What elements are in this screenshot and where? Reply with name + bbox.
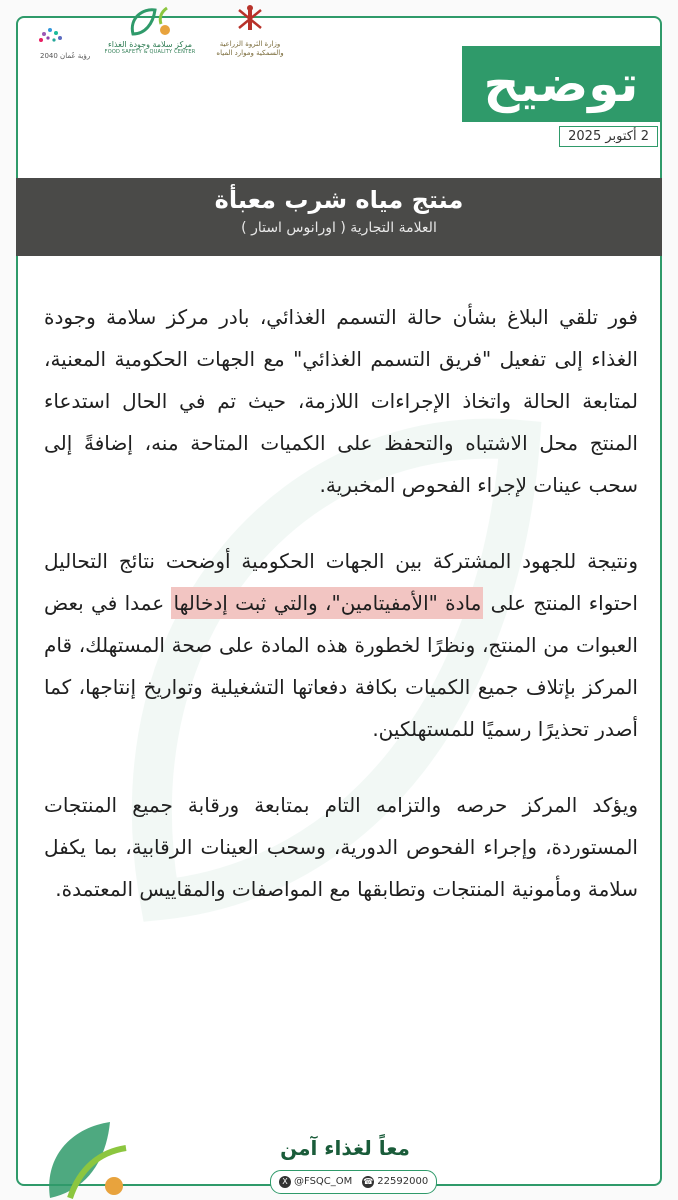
product-banner (16, 178, 662, 256)
paragraph-1: فور تلقي البلاغ بشأن حالة التسمم الغذائي، بادر مركز سلامة وجودة الغذاء إلى تفعيل "فريق التسمم الغذائي" مع الجهات الحكومية المعنية، لمتابعة الحالة واتخاذ الإجراءات اللازمة، حيث تم في الحال استدعاء المنتج محل الاشتباه والتحفظ على الكميات المتاحة منه، إضافةً إلى سحب عينات لإجراء الفحوص المخبرية. (44, 305, 638, 497)
x-handle: @FSQC_OM (294, 1176, 353, 1187)
fsqc-logo-english: FOOD SAFETY & QUALITY CENTER (104, 49, 196, 55)
footer-contacts (270, 1170, 437, 1194)
title-block (462, 46, 660, 150)
paragraph-3: ويؤكد المركز حرصه والتزامه التام بمتابعة ورقابة جميع المنتجات المستوردة، وإجراء الفحوص الدورية، وسحب العينات الرقابية، بما يكفل سلامة ومأمونية المنتجات وتطابقها مع المواصفات والمقاييس المعتمدة. (44, 793, 638, 901)
paragraph-2-end: عمدا في بعض العبوات من المنتج، ونظرًا لخطورة هذه المادة على صحة المستهلك، قام المركز بإتلاف جميع الكميات بكافة دفعاتها التشغيلية وتواريخ إنتاجها، كما أصدر تحذيرًا رسميًا للمستهلكين. (44, 591, 638, 741)
footer-slogan: معاً لغذاء آمن (280, 1136, 410, 1160)
phone-number: 22592000 (377, 1176, 429, 1187)
brand-name: العلامة التجارية ( اورانوس استار ) (241, 220, 437, 236)
vision-logo-icon (30, 24, 74, 54)
page-title: توضيح (462, 46, 660, 122)
fsqc-logo-arabic: مركز سلامة وجودة الغذاء (108, 40, 192, 49)
fsqc-leaf-icon (125, 4, 175, 40)
vision-logo-text: رؤية عُمان 2040 (40, 52, 91, 60)
phone-icon: ☎ (363, 1177, 374, 1186)
phone-contact[interactable] (362, 1176, 428, 1188)
oman-emblem-icon (233, 2, 267, 36)
ministry-name-line2: والسمكية وموارد المياه (216, 49, 284, 57)
paragraph-2-start: ونتيجة للجهود المشتركة بين الجهات الحكومية أوضحت نتائج التحاليل احتواء المنتج على (44, 549, 638, 615)
highlighted-finding: مادة "الأمفيتامين"، والتي ثبت إدخالها (171, 587, 483, 619)
fsqc-logo (100, 4, 200, 74)
statement-body (44, 296, 638, 944)
product-name: منتج مياه شرب معبأة (214, 186, 464, 214)
issue-date: 2 أكتوبر 2025 (559, 126, 658, 147)
x-contact[interactable] (279, 1176, 352, 1188)
footer-leaf-icon (40, 1108, 130, 1200)
ministry-name-line1: وزارة الثروة الزراعية (219, 40, 281, 48)
paragraph-2 (44, 540, 638, 750)
ministry-logo (210, 2, 290, 74)
x-icon: X (279, 1176, 291, 1188)
